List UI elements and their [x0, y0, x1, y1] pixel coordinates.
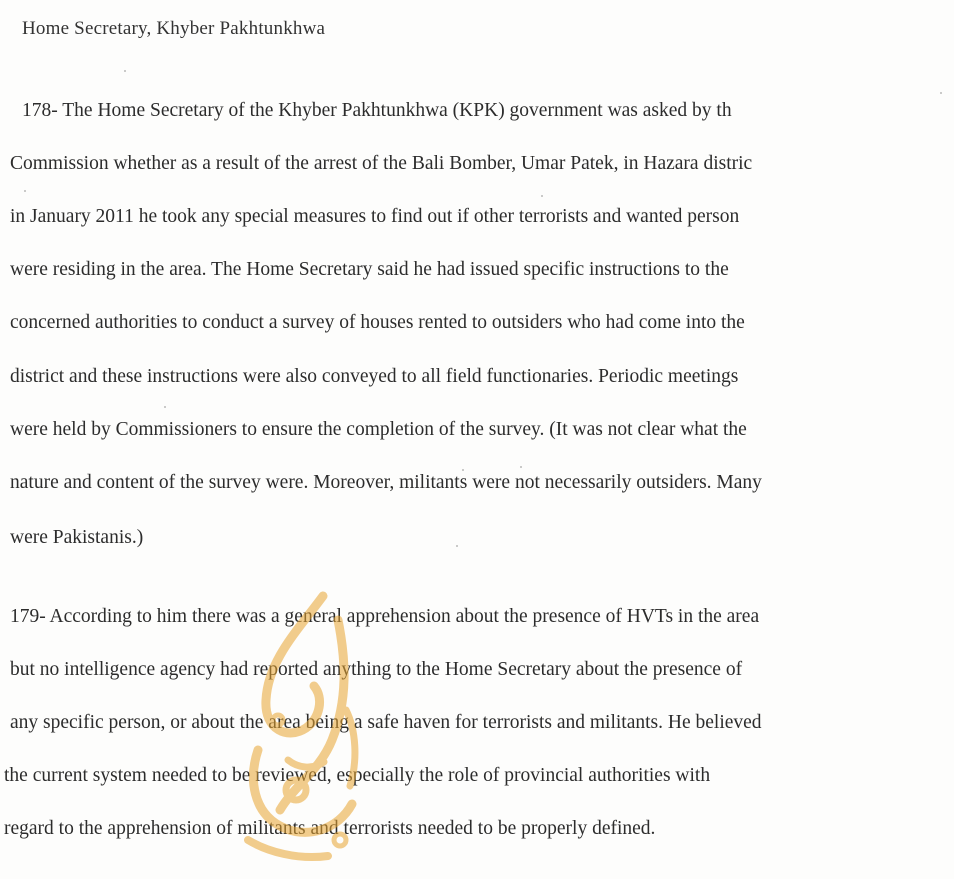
- text-line: were Pakistanis.): [10, 527, 144, 548]
- text-line: concerned authorities to conduct a survey of houses rented to outsiders who had come into the: [10, 312, 745, 333]
- text-line: the current system needed to be reviewed, especially the role of provincial authorities with: [4, 765, 711, 786]
- text-line: 179- According to him there was a general apprehension about the presence of HVTs in the area: [10, 606, 760, 627]
- text-line: 178- The Home Secretary of the Khyber Pakhtunkhwa (KPK) government was asked by th: [22, 100, 732, 121]
- text-line: regard to the apprehension of militants and terrorists needed to be properly defined.: [4, 818, 656, 839]
- text-line: any specific person, or about the area being a safe haven for terrorists and militants. He believed: [10, 712, 762, 733]
- text-line: were held by Commissioners to ensure the completion of the survey. (It was not clear what the: [10, 419, 747, 440]
- section-heading: Home Secretary, Khyber Pakhtunkhwa: [22, 18, 326, 39]
- text-line: district and these instructions were also conveyed to all field functionaries. Periodic meetings: [10, 366, 739, 387]
- text-line: but no intelligence agency had reported anything to the Home Secretary about the presence of: [10, 659, 743, 680]
- text-line: nature and content of the survey were. Moreover, militants were not necessarily outsiders. Many: [10, 472, 762, 493]
- text-line: were residing in the area. The Home Secretary said he had issued specific instructions to the: [10, 259, 729, 280]
- text-line: in January 2011 he took any special measures to find out if other terrorists and wanted person: [10, 206, 740, 227]
- text-line: Commission whether as a result of the arrest of the Bali Bomber, Umar Patek, in Hazara distric: [10, 153, 753, 174]
